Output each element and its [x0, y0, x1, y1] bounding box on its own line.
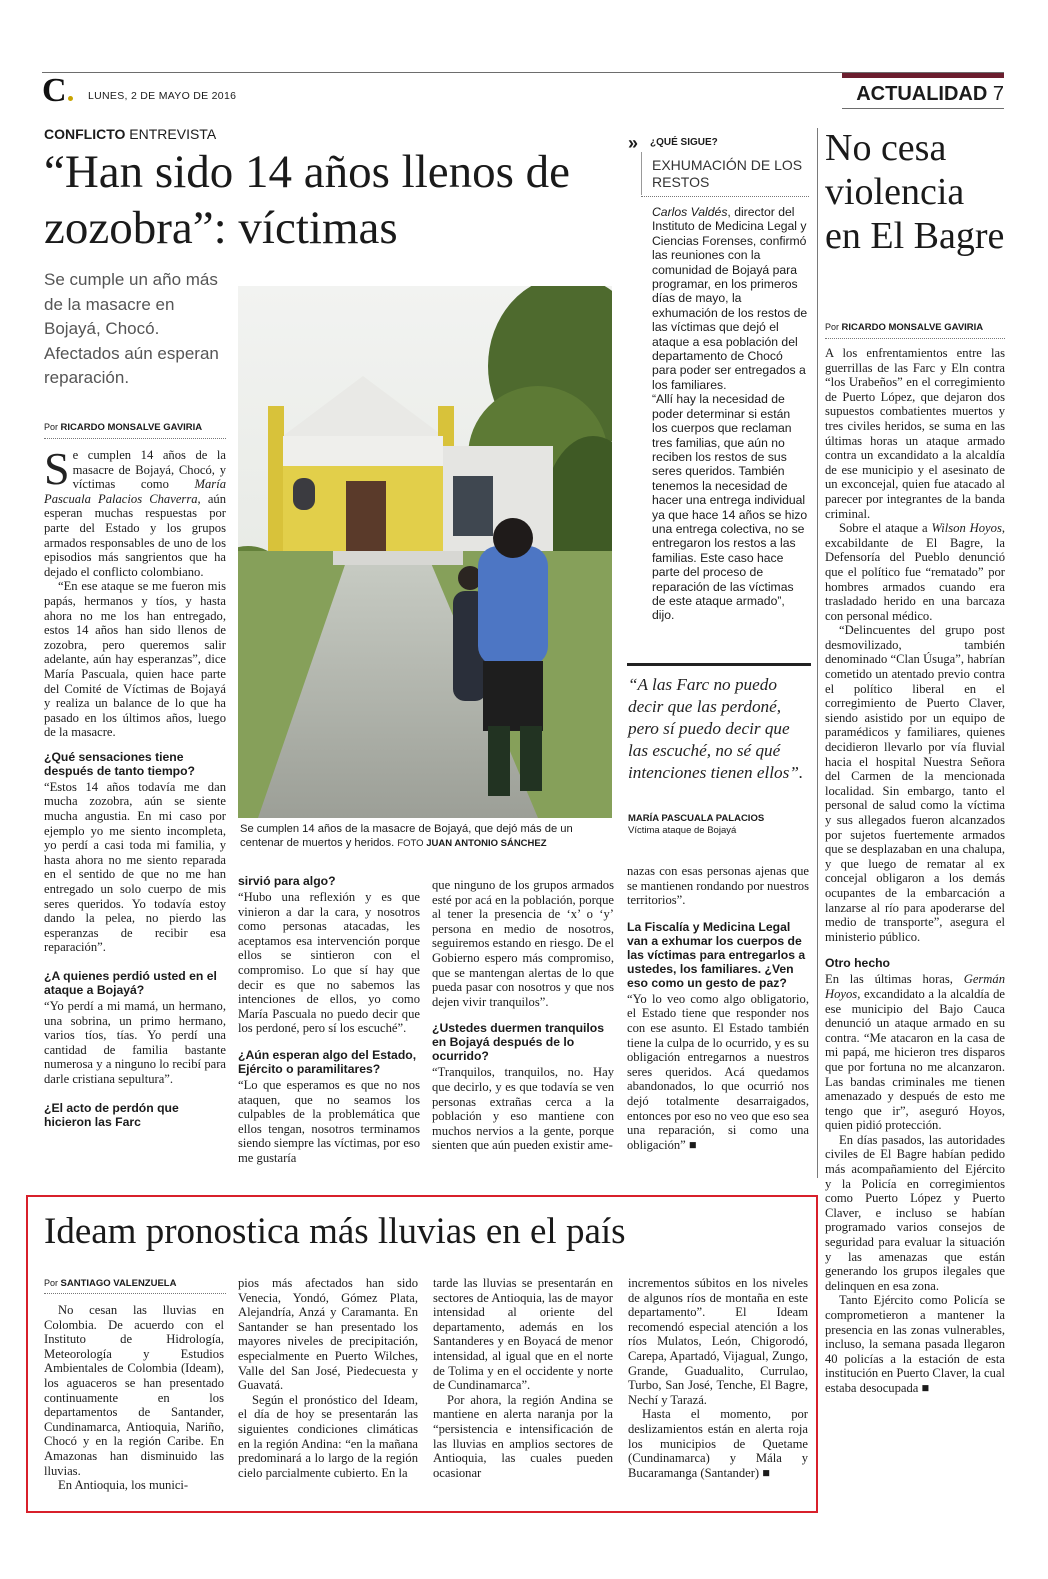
main-subhead: Se cumple un año más de la masacre en Bojayá, Chocó. Afectados aún esperan reparación.: [44, 270, 219, 388]
paragraph: En días pasados, las autoridades civiles de El Bagre habían pedido más acompañamiento del Ejército y la Policía en corregimientos como Puerto López y Puerto Claver, e incluso se habían programado varios consejos de seguridad para evaluar la situación y las amenazas que están generando los grupos ilegales que delinquen en esa zona.: [825, 1132, 1005, 1293]
section-accent-bar: [842, 73, 1004, 78]
bottom-byline-rule: [44, 1293, 226, 1294]
sidebar-title: EXHUMACIÓN DE LOS RESTOS: [652, 157, 803, 190]
answer-5-cont: nazas con esas personas ajenas que se mantienen rondando por nuestros territorios”.: [627, 864, 809, 908]
answer-5: “Tranquilos, tranquilos, no. Hay que decirlo, y es que todavía se ven personas extrañas cerca a la población y eso mantiene con muchos nervios a la gente, porque sienten que aún pueden existir ame-: [432, 1065, 614, 1153]
article-kicker: CONFLICTO ENTREVISTA: [44, 126, 217, 142]
right-headline: No cesa violencia en El Bagre: [825, 127, 1005, 257]
photo-caption: Se cumplen 14 años de la masacre de Bojayá, que dejó más de un centenar de muertos y heridos. FOTO JUAN ANTONIO SÁNCHEZ: [240, 823, 573, 849]
answer-4: “Lo que esperamos es que no nos ataquen, que no seamos los culpables de la problemática que ellos tengan, nosotros terminamos siendo siempre las víctimas, por eso me gustaría: [238, 1077, 420, 1165]
right-subhead: Otro hecho: [825, 956, 891, 971]
pull-quote-role: Víctima ataque de Bojayá: [628, 825, 737, 836]
section-underline: [842, 108, 1004, 109]
question-5: ¿Ustedes duermen tranquilos en Bojayá después de lo ocurrido?: [432, 1021, 605, 1064]
end-mark: ■: [762, 1465, 770, 1480]
main-col-1: Se cumplen 14 años de la masacre de Bojayá, Chocó, y víctimas como María Pascuala Palacios Chaverra, aún esperan muchas respuestas por parte del Estado y los grupos armados responsables de uno de los episodios más sangrientos que ha dejado el conflicto colombiano. “En ese ataque se me fueron mis papás, hermanos y tíos, y hasta ahora no me los han entregado, estos 14 años han sido llenos de zozobra, pero queremos salir adelante, aún hay esperanzas”, dice María Pascuala, quien hace parte del Comité de Víctimas de Bojayá y realiza un balance de lo que ha pasado en los últimos años, luego de la masacre. ¿Qué sensaciones tiene después de tanto tiempo? “Estos 14 años todavía me dan mucha zozobra, aún se siente mucha angustia. En mi caso por ejemplo yo me siento incompleta, yo perdí a casi toda mi familia, y hasta ahora no me siento reparada en el sentido de que no me han entregado un solo cuerpo de mis seres queridos. Yo todavía estoy dando la pelea, no pierdo las esperanzas de recibir esa reparación”. ¿A quienes perdió usted en el ataque a Bojayá? “Yo perdí a mi mamá, un hermano, una sobrina, un primo hermano, varios tíos, tías. Yo perdí una cantidad de familia bastante numerosa y a ninguno lo recibí para darle cristiana sepultura”. ¿El acto de perdón que hicieron las Farc: [44, 443, 226, 1129]
byline-rule: [44, 438, 226, 439]
bottom-col-4: incrementos súbitos en los niveles de algunos ríos de montaña en este departamento”. El Ideam recomendó especial atención a los ríos Mulatos, León, Chigorodó, Carepa, Apartadó, Vijagual, Zungo, Grande, Guadualito, Currulao, Turbo, San José, Tenche, El Bagre, Nechí y Tarazá. Hasta el momento, por deslizamientos están en alerta roja los municipios de Quetame (Cundinamarca) y Mála y Bucaramanga (Santander) ■: [628, 1276, 808, 1480]
right-body: A los enfrentamientos entre las guerrillas de las Farc y Eln contra “los Urabeños” en el corregimiento de Puerto López, que dejaron dos supuestos combatientes muertos y tres civiles heridos, se suma en las últimas horas un ataque armado contra un excandidato a la alcaldía de ese municipio y el asesinato de un exconcejal, quien fue atacado al parecer por integrantes de la banda criminal. Sobre el ataque a Wilson Hoyos, excabildante de El Bagre, la Defensoría del Pueblo denunció que el político fue “rematado” por hombres armados cuando era trasladado herido en una barcaza con personal médico. “Delincuentes del grupo post desmovilizado, también denominado “Clan Úsuga”, habrían cometido un atentado previo contra el político liberal en el corregimiento de Puerto Claver, siendo asistido por un equipo de paramédicos y familiares, quienes decidieron llevarlo por vía fluvial hacia el hospital Nuestra Señora del Carmen de la mencionada localidad. Sin embargo, tanto el personal de salud como la víctima y sus allegados fueron alcanzados por sujetos fuertemente armados que se desplazaban en una chalupa, y que luego de rematar al ex concejal obligaron a los demás ocupantes de la embarcación a lanzarse al río para apoderarse del medio de transporte”, asegura el ministerio público. Otro hecho En las últimas horas, Germán Hoyos, excandidato a la alcaldía de ese municipio del Bajo Cauca denunció un ataque armado en su contra. “Me atacaron en la casa de mi papá, me hicieron tres disparos que por fortuna no me alcanzaron. Las bandas criminales me tienen amenazado y después de esto me tengo que ir”, aseguró Hoyos, quien pidió protección. En días pasados, las autoridades civiles de El Bagre habían pedido más acompañamiento del Ejército y la Policía en corregimientos como Puerto López y Puerto Claver, e incluso se habían programado varios consejos de seguridad para evaluar la situación y las amenazas que están generando los grupos ilegales que delinquen en esa zona. Tanto Ejército como Policía se comprometieron a mantener la presencia en las zonas vulnerables, incluso, la semana pasada llegaron 40 policías a la estación de esta institución en Puerto Claver, la cual estaba desocupada ■: [825, 346, 1005, 1395]
answer-2: “Yo perdí a mi mamá, un hermano, una sobrina, un primo hermano, varios tíos, tías. Yo perdí una cantidad de familia bastante numerosa y a ninguno lo recibí para darle cristiana sepultura”.: [44, 999, 226, 1086]
header-date: LUNES, 2 DE MAYO DE 2016: [88, 90, 237, 102]
double-chevron-right-icon: »: [628, 133, 635, 153]
right-byline-rule: [825, 338, 1005, 339]
answer-1: “Estos 14 años todavía me dan mucha zozobra, aún se siente mucha angustia. En mi caso por ejemplo yo me siento incompleta, yo perdí a casi toda mi familia, y hasta ahora no me siento reparada en el sentido de que no me han entregado un solo cuerpo de mis seres queridos. Yo todavía estoy dando la pelea, no pierdo las esperanzas de recibir esa reparación”.: [44, 779, 226, 955]
church-photo: [238, 286, 612, 818]
column-divider: [817, 128, 818, 1178]
main-col-2: [238, 874, 420, 1166]
main-col-4: nazas con esas personas ajenas que se mantienen rondando por nuestros territorios”. La Fiscalía y Medicina Legal van a exhumar los cuerpos de las víctimas para entregarlos a ustedes, los familiares. ¿Ven eso como un gesto de paz? “Yo lo veo como algo obligatorio, el Estado tiene que responder nos con ese asunto. El Estado también tiene la culpa de lo ocurrido, y es su obligación entregarnos a nuestros seres queridos. Acá quedamos abandonados, lo que ocurrió nos dejó totalmente desarraigados, entonces por eso no veo que eso sea una reparación, si como una obligación” ■: [627, 864, 809, 1152]
paragraph: Según el pronóstico del Ideam, el día de hoy se presentarán las siguientes condiciones climáticas en la región Andina: “en la mañana predominará a lo largo de la región cielo parcialmente cubierto. En la: [238, 1392, 418, 1480]
question-3-cont: sirvió para algo?: [238, 874, 336, 888]
sidebar-body: Carlos Valdés, director del Instituto de Medicina Legal y Ciencias Forenses, confirmó las reuniones con la comunidad de Bojayá para programar, en los primeros días de mayo, la exhumación de los restos de las víctimas que dejó el ataque a esa población del departamento de Chocó para poder ser entregados a los familiares. “Allí hay la necesidad de poder determinar si están los cuerpos que reclaman tres familias, que aún no reciben los restos de sus seres queridos. También tenemos la necesidad de hacer una entrega individual ya que hace 14 años se hizo una entrega colectiva, no se entregaron los restos a las familias. Este caso hace parte del proceso de reparación de las víctimas de este ataque armado”, dijo.: [652, 205, 808, 623]
bottom-col-3: [433, 1276, 613, 1480]
sidebar-vertical-rule: [641, 152, 642, 195]
paragraph: tarde las lluvias se presentarán en sectores de Antioquia, las de mayor intensidad al oriente del departamento, además en los Santanderes y en Boyacá de menor intensidad, al igual que en el norte de Tolima y en el occidente y norte de Cundinamarca”.: [433, 1276, 613, 1393]
photo-church-illustration: [238, 286, 612, 818]
paragraph: incrementos súbitos en los niveles de algunos ríos de montaña en este departamento”. El Ideam recomendó especial atención a los ríos Mulatos, León, Chigorodó, Carepa, Apartadó, Vijagual, Zungo, Grande, Guadualito, Currulao, Turbo, San José, Tenche, El Bagre, Nechí y Tarazá.: [628, 1276, 808, 1407]
pull-quote-text: “A las Farc no puedo decir que las perdoné, pero sí puedo decir que las escuché, no sé qué intenciones tienen ellos”.: [628, 675, 804, 782]
sidebar-quote: “Allí hay la necesidad de poder determinar si están los cuerpos que reclaman tres familias, que aún no reciben los restos de sus seres queridos. También tenemos la necesidad de hacer una entrega individual ya que hace 14 años se hizo una entrega colectiva, no se entregaron los restos a las familias. Este caso hace parte del proceso de reparación de las víctimas de este ataque armado”, dijo.: [652, 392, 808, 623]
paragraph: En Antioquia, los munici-: [58, 1478, 189, 1493]
sidebar-title-rule: [641, 196, 809, 197]
pull-quote-rule: [627, 663, 811, 666]
question-2: ¿A quienes perdió usted en el ataque a Bojayá?: [44, 969, 217, 997]
question-4: ¿Aún esperan algo del Estado, Ejército o paramilitares?: [238, 1047, 417, 1076]
main-col-3: [432, 878, 614, 1153]
paragraph: pios más afectados han sido Venecia, Yondó, Gómez Plata, Alejandría, Anzá y Caramanta. En Santander se han presentado los mayores niveles de precipitación, especialmente en Puerto Wilches, Valle del San José, Piedecuesta y Guavatá.: [238, 1276, 418, 1393]
bottom-headline: Ideam pronostica más lluvias en el país: [44, 1211, 626, 1252]
paragraph: “En ese ataque se me fueron mis papás, hermanos y tíos, y hasta ahora no me los han entregado, estos 14 años han sido llenos de zozobra, pero queremos salir adelante, aún hay esperanzas”, dice María Pascuala, quien hace parte del Comité de Víctimas de Bojayá y realiza un balance de lo que ha pasado en los últimos años, luego de la masacre.: [44, 579, 226, 740]
photo-credit: FOTO JUAN ANTONIO SÁNCHEZ: [397, 838, 547, 849]
end-mark: ■: [921, 1380, 930, 1395]
right-byline: Por RICARDO MONSALVE GAVIRIA: [825, 322, 984, 333]
que-sigue-label: ¿QUÉ SIGUE?: [650, 137, 718, 148]
paragraph: Por ahora, la región Andina se mantiene en alerta naranja por la “persistencia e intensificación de las lluvias en amplios sectores de Antioquia, las cuales pueden ocasionar: [433, 1392, 613, 1480]
bottom-col-2: [238, 1276, 418, 1480]
paragraph: A los enfrentamientos entre las guerrillas de las Farc y Eln contra “los Urabeños” en el corregimiento de Puerto López, que dejaron dos supuestos combatientes muertos y tres civiles heridos, se suma en las últimas horas un ataque armado contra un excandidato a la alcaldía de ese municipio y el asesinato de un exconcejal, quien fue atacado al parecer por integrantes de la banda criminal.: [825, 346, 1005, 521]
bottom-col-1: [44, 1303, 224, 1493]
bottom-byline: Por SANTIAGO VALENZUELA: [44, 1278, 177, 1289]
question-3: ¿El acto de perdón que hicieron las Farc: [44, 1100, 179, 1129]
end-mark: ■: [688, 1137, 697, 1152]
drop-cap: S: [44, 443, 70, 494]
logo-dot-icon: [68, 96, 73, 101]
main-headline: “Han sido 14 años llenos de zozobra”: víctimas: [44, 146, 571, 254]
paragraph: “Delincuentes del grupo post desmovilizado, también denominado “Clan Úsuga”, habrían cometido un atentado previo contra el político liberal en el corregimiento de Puerto Claver, siendo asistido por un equipo de paramédicos y familiares, quienes decidieron llevarlo por vía fluvial hacia el hospital Nuestra Señora del Carmen de la mencionada localidad. Sin embargo, tanto el personal de salud como la víctima y sus allegados fueron alcanzados por sujetos fuertemente armados que se desplazaban en una chalupa, y que luego de rematar al ex concejal obligaron a los demás ocupantes de la embarcación a lanzarse al río para apoderarse del medio de transporte”, asegura el ministerio público.: [825, 623, 1005, 944]
question-6: La Fiscalía y Medicina Legal van a exhumar los cuerpos de las víctimas para entregarlos a ustedes, los familiares. ¿Ven eso como un gesto de paz?: [627, 919, 806, 990]
section-label: ACTUALIDAD 7: [856, 83, 1004, 105]
pull-quote-name: MARÍA PASCUALA PALACIOS: [628, 813, 765, 824]
answer-3: “Hubo una reflexión y es que vinieron a dar la cara, y nosotros como personas atacadas, les aceptamos esa intervención porque ellos se sintieron con el compromiso. Lo que sí hay que decir es que no sabemos las intenciones de ellos, yo como María Pascuala no puedo decir que los perdoné, pero sí los escuché”.: [238, 890, 420, 1036]
question-1: ¿Qué sensaciones tiene después de tanto tiempo?: [44, 749, 196, 778]
answer-4-cont: que ninguno de los grupos armados esté por acá en la población, porque al tener la presencia de ‘x’ o ‘y’ persona en medio de nosotros, seguiremos estando en riesgo. De el Gobierno espero más compromiso, que se mantengan alertas de lo que pueda pasar con nosotros y que nos dejen vivir tranquilos”.: [432, 878, 614, 1009]
newspaper-logo: C: [42, 74, 73, 108]
paragraph: No cesan las lluvias en Colombia. De acuerdo con el Instituto de Hidrología, Meteorología y Estudios Ambientales de Colombia (Ideam), los aguaceros se han presentado continuamente en los departamentos de Santander, Cundinamarca, Antioquia, Nariño, Chocó y en la región Caribe. En Amazonas han disminuido las lluvias.: [44, 1303, 224, 1478]
main-byline: Por RICARDO MONSALVE GAVIRIA: [44, 422, 203, 433]
